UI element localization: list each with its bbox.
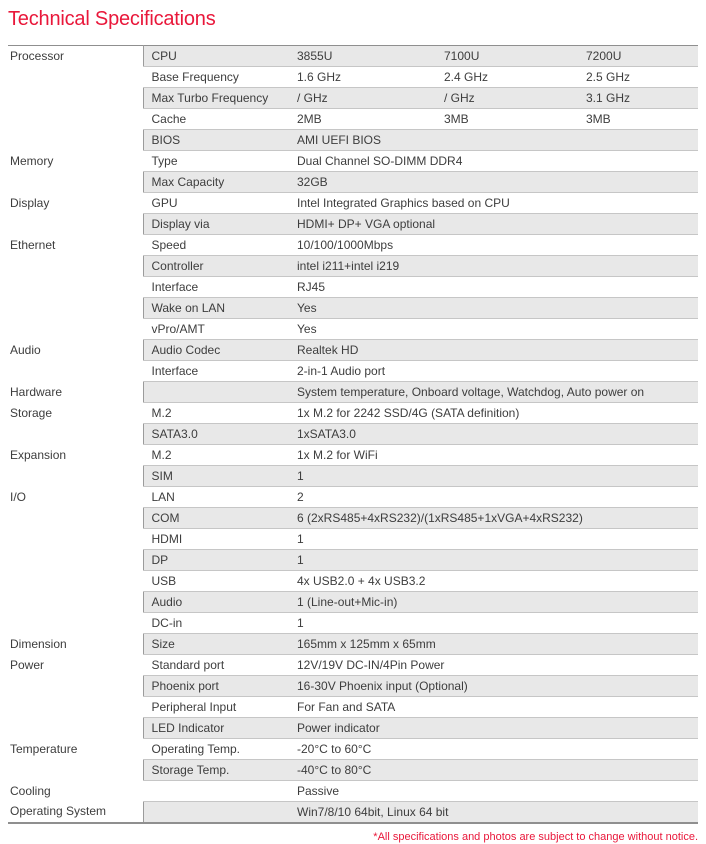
spec-value-cell: 1 (Line-out+Mic-in) <box>295 592 698 613</box>
spec-label-cell: Interface <box>143 277 295 298</box>
table-row <box>8 67 698 88</box>
category-cell <box>8 319 143 340</box>
spec-label-cell: HDMI <box>143 529 295 550</box>
category-cell <box>8 676 143 697</box>
spec-label-cell: M.2 <box>143 403 295 424</box>
table-row <box>8 676 698 697</box>
table-row <box>8 151 698 172</box>
spec-label-cell: Controller <box>143 256 295 277</box>
spec-value-cell: 1x M.2 for WiFi <box>295 445 698 466</box>
spec-value-cell: 1.6 GHz <box>295 67 442 88</box>
spec-value-cell: 7100U <box>442 46 584 67</box>
page-title: Technical Specifications <box>8 8 216 30</box>
category-cell <box>8 466 143 487</box>
category-cell: Audio <box>10 342 41 357</box>
category-cell: Hardware <box>10 384 63 399</box>
spec-label-cell: USB <box>143 571 295 592</box>
category-cell <box>8 256 143 277</box>
spec-value-cell: 1 <box>295 613 698 634</box>
table-row <box>8 571 698 592</box>
spec-value-cell: 165mm x 125mm x 65mm <box>295 634 698 655</box>
spec-value-cell: System temperature, Onboard voltage, Watchdog, Auto power on <box>295 382 698 403</box>
table-row <box>8 445 698 466</box>
table-row <box>8 634 698 655</box>
spec-label-cell: SATA3.0 <box>143 424 295 445</box>
spec-label-cell: DP <box>143 550 295 571</box>
category-cell <box>8 298 143 319</box>
table-row <box>8 781 698 802</box>
spec-value-cell: Win7/8/10 64bit, Linux 64 bit <box>295 802 698 824</box>
spec-value-cell: 1x M.2 for 2242 SSD/4G (SATA definition) <box>295 403 698 424</box>
spec-value-cell: 2 <box>295 487 698 508</box>
spec-label-cell: Phoenix port <box>143 676 295 697</box>
table-row <box>8 46 698 67</box>
spec-label-cell: Wake on LAN <box>143 298 295 319</box>
spec-value-cell: 3855U <box>295 46 442 67</box>
table-row <box>8 340 698 361</box>
spec-value-cell: 12V/19V DC-IN/4Pin Power <box>295 655 698 676</box>
spec-label-cell: Base Frequency <box>143 67 295 88</box>
spec-value-cell: Yes <box>295 319 698 340</box>
category-cell <box>8 109 143 130</box>
category-cell: Ethernet <box>10 237 56 252</box>
spec-label-cell: Interface <box>143 361 295 382</box>
spec-value-cell: -40°C to 80°C <box>295 760 698 781</box>
table-row <box>8 718 698 739</box>
category-cell <box>8 88 143 109</box>
spec-label-cell: SIM <box>143 466 295 487</box>
category-cell: Processor <box>10 48 65 63</box>
spec-value-cell: 32GB <box>295 172 698 193</box>
table-row <box>8 277 698 298</box>
spec-value-cell: Realtek HD <box>295 340 698 361</box>
spec-label-cell: CPU <box>143 46 295 67</box>
spec-value-cell: -20°C to 60°C <box>295 739 698 760</box>
spec-value-cell: / GHz <box>442 88 584 109</box>
spec-value-cell: 3MB <box>584 109 698 130</box>
spec-label-cell: Storage Temp. <box>143 760 295 781</box>
spec-value-cell: 6 (2xRS485+4xRS232)/(1xRS485+1xVGA+4xRS232) <box>295 508 698 529</box>
spec-value-cell: 2.5 GHz <box>584 67 698 88</box>
category-cell <box>8 130 143 151</box>
spec-value-cell: RJ45 <box>295 277 698 298</box>
spec-label-cell <box>143 781 295 802</box>
category-cell <box>8 571 143 592</box>
spec-label-cell: Operating Temp. <box>143 739 295 760</box>
spec-label-cell: Peripheral Input <box>143 697 295 718</box>
table-row <box>8 529 698 550</box>
spec-value-cell: Passive <box>295 781 698 802</box>
table-row <box>8 760 698 781</box>
table-row <box>8 613 698 634</box>
spec-label-cell: GPU <box>143 193 295 214</box>
spec-label-cell: vPro/AMT <box>143 319 295 340</box>
category-cell: Cooling <box>10 783 51 798</box>
table-row <box>8 298 698 319</box>
spec-value-cell: For Fan and SATA <box>295 697 698 718</box>
table-row <box>8 592 698 613</box>
spec-label-cell: Type <box>143 151 295 172</box>
category-cell: Operating System <box>10 804 107 819</box>
spec-value-cell: HDMI+ DP+ VGA optional <box>295 214 698 235</box>
spec-label-cell: Standard port <box>143 655 295 676</box>
table-row <box>8 697 698 718</box>
table-row <box>8 172 698 193</box>
spec-label-cell <box>143 802 295 824</box>
category-cell <box>8 67 143 88</box>
spec-value-cell: 7200U <box>584 46 698 67</box>
spec-value-cell: 10/100/1000Mbps <box>295 235 698 256</box>
category-cell: I/O <box>10 489 27 504</box>
table-row <box>8 508 698 529</box>
spec-label-cell: Size <box>143 634 295 655</box>
table-row <box>8 361 698 382</box>
category-cell <box>8 760 143 781</box>
spec-label-cell: M.2 <box>143 445 295 466</box>
table-row <box>8 256 698 277</box>
table-row <box>8 487 698 508</box>
category-cell: Display <box>10 195 50 210</box>
spec-value-cell: Intel Integrated Graphics based on CPU <box>295 193 698 214</box>
category-cell: Memory <box>10 153 54 168</box>
spec-value-cell: Yes <box>295 298 698 319</box>
spec-value-cell: / GHz <box>295 88 442 109</box>
category-cell: Temperature <box>10 741 78 756</box>
spec-label-cell: Speed <box>143 235 295 256</box>
spec-label-cell: Max Capacity <box>143 172 295 193</box>
spec-value-cell: 1 <box>295 529 698 550</box>
table-row <box>8 382 698 403</box>
category-cell <box>8 718 143 739</box>
table-row <box>8 235 698 256</box>
spec-value-cell: 2.4 GHz <box>442 67 584 88</box>
category-cell: Storage <box>10 405 53 420</box>
table-row <box>8 109 698 130</box>
category-cell: Expansion <box>10 447 67 462</box>
table-row <box>8 403 698 424</box>
category-cell <box>8 361 143 382</box>
table-row <box>8 88 698 109</box>
table-row <box>8 193 698 214</box>
spec-value-cell: Power indicator <box>295 718 698 739</box>
category-cell <box>8 172 143 193</box>
category-cell <box>8 529 143 550</box>
category-cell <box>8 550 143 571</box>
category-cell <box>8 697 143 718</box>
spec-value-cell: intel i211+intel i219 <box>295 256 698 277</box>
spec-label-cell: Cache <box>143 109 295 130</box>
spec-label-cell: Max Turbo Frequency <box>143 88 295 109</box>
spec-label-cell: BIOS <box>143 130 295 151</box>
category-cell <box>8 277 143 298</box>
spec-value-cell: 3MB <box>442 109 584 130</box>
spec-value-cell: 1xSATA3.0 <box>295 424 698 445</box>
spec-label-cell: LED Indicator <box>143 718 295 739</box>
category-cell: Dimension <box>10 636 67 651</box>
table-row <box>8 466 698 487</box>
table-row <box>8 319 698 340</box>
category-cell <box>8 508 143 529</box>
spec-table-body <box>8 46 698 824</box>
spec-label-cell: COM <box>143 508 295 529</box>
spec-value-cell: 2-in-1 Audio port <box>295 361 698 382</box>
spec-value-cell: 16-30V Phoenix input (Optional) <box>295 676 698 697</box>
spec-value-cell: Dual Channel SO-DIMM DDR4 <box>295 151 698 172</box>
table-row <box>8 739 698 760</box>
spec-value-cell: 4x USB2.0 + 4x USB3.2 <box>295 571 698 592</box>
category-cell <box>8 592 143 613</box>
table-row <box>8 214 698 235</box>
category-cell <box>8 424 143 445</box>
spec-label-cell: Audio <box>143 592 295 613</box>
category-cell: Power <box>10 657 45 672</box>
table-row <box>8 130 698 151</box>
spec-value-cell: 2MB <box>295 109 442 130</box>
spec-value-cell: AMI UEFI BIOS <box>295 130 698 151</box>
spec-label-cell: DC-in <box>143 613 295 634</box>
table-row <box>8 655 698 676</box>
table-row <box>8 802 698 824</box>
table-row <box>8 550 698 571</box>
category-cell <box>8 214 143 235</box>
spec-value-cell: 1 <box>295 550 698 571</box>
category-cell <box>8 613 143 634</box>
spec-label-cell: Display via <box>143 214 295 235</box>
spec-label-cell: LAN <box>143 487 295 508</box>
table-row <box>8 424 698 445</box>
spec-table <box>8 45 698 824</box>
spec-value-cell: 1 <box>295 466 698 487</box>
spec-label-cell <box>143 382 295 403</box>
spec-label-cell: Audio Codec <box>143 340 295 361</box>
footnote: *All specifications and photos are subject to change without notice. <box>373 831 698 843</box>
spec-value-cell: 3.1 GHz <box>584 88 698 109</box>
